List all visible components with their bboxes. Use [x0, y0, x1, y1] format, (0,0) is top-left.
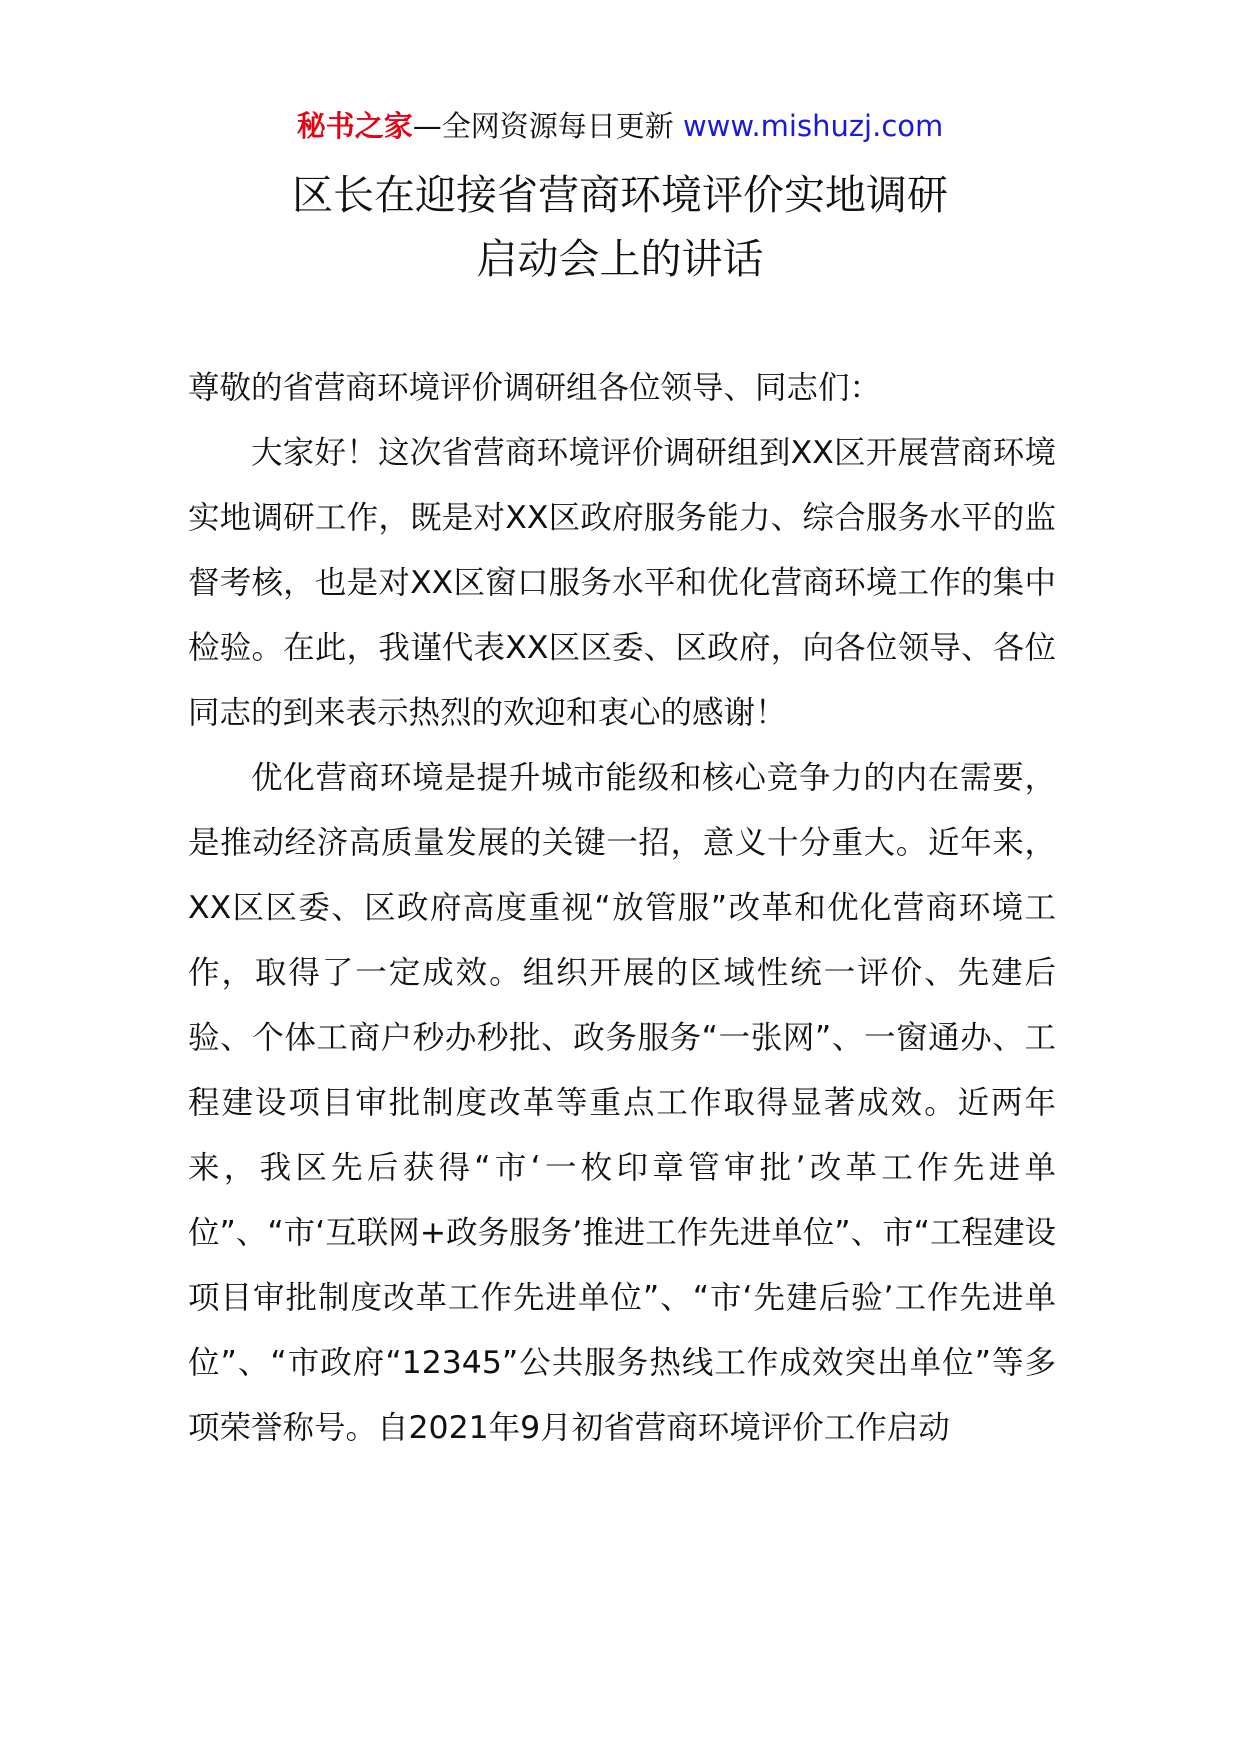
- page-header: [0, 104, 1240, 148]
- header-tagline: —全网资源每日更新: [412, 109, 674, 143]
- body-paragraph-1: 大家好！这次省营商环境评价调研组到XX区开展营商环境实地调研工作，既是对XX区政府服务能力、综合服务水平的监督考核，也是对XX区窗口服务水平和优化营商环境工作的集中检验。在此，我谨代表XX区区委、区政府，向各位领导、各位同志的到来表示热烈的欢迎和衷心的感谢！: [188, 435, 1056, 731]
- site-url-link[interactable]: www.mishuzj.com: [682, 109, 944, 143]
- brand-name: 秘书之家: [296, 109, 413, 143]
- greeting-line: 尊敬的省营商环境评价调研组各位领导、同志们：: [188, 370, 882, 406]
- document-title: [0, 163, 1240, 291]
- title-line-2: 启动会上的讲话: [476, 235, 764, 283]
- body-paragraph-2: 优化营商环境是提升城市能级和核心竞争力的内在需要，是推动经济高质量发展的关键一招，意义十分重大。近年来，XX区区委、区政府高度重视“放管服”改革和优化营商环境工作，取得了一定成效。组织开展的区域性统一评价、先建后验、个体工商户秒办秒批、政务服务“一张网”、一窗通办、工程建设项目审批制度改革等重点工作取得显著成效。近两年来，我区先后获得“市‘一枚印章管审批’改革工作先进单位”、“市‘互联网+政务服务’推进工作先进单位”、市“工程建设项目审批制度改革工作先进单位”、“市‘先建后验’工作先进单位”、“市政府“12345”公共服务热线工作成效突出单位”等多项荣誉称号。自2021年9月初省营商环境评价工作启动: [188, 760, 1056, 1446]
- title-line-1: 区长在迎接省营商环境评价实地调研: [292, 171, 948, 219]
- document-body: [188, 356, 1056, 1461]
